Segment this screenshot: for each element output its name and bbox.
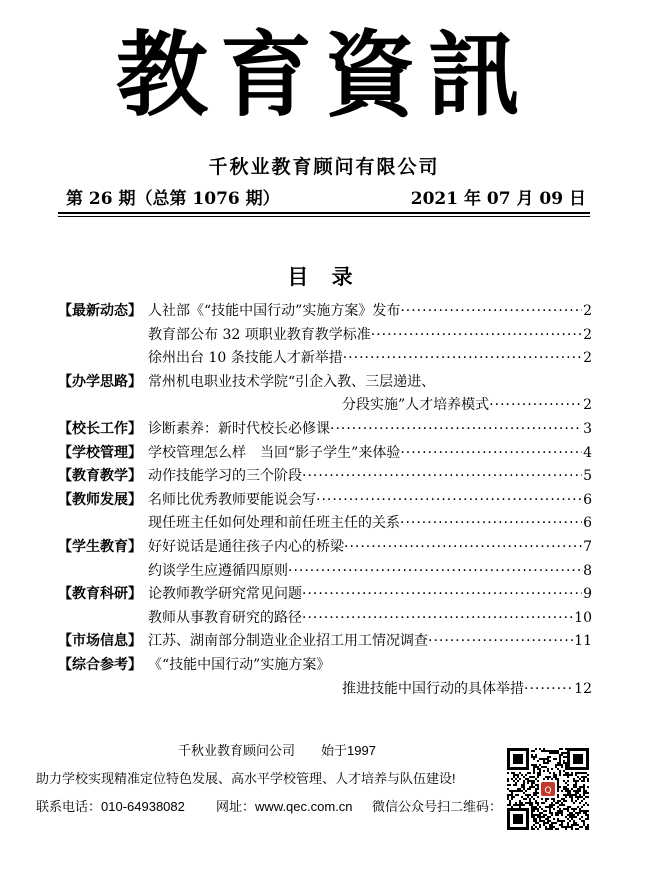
toc-entry-title: 分段实施”人才培养模式 — [342, 397, 490, 414]
toc-entry-title: 现任班主任如何处理和前任班主任的关系 — [148, 515, 400, 532]
svg-text:Q: Q — [544, 786, 552, 796]
table-of-contents — [58, 300, 592, 701]
toc-leader-dots — [302, 465, 582, 489]
toc-leader-dots — [524, 678, 573, 702]
toc-leader-dots — [428, 630, 573, 654]
toc-row — [58, 512, 592, 536]
toc-page-number: 2 — [583, 397, 592, 414]
toc-row — [58, 371, 592, 395]
toc-entry[interactable] — [148, 300, 592, 324]
footer-phone: 联系电话：010-64938082 — [36, 799, 185, 814]
issue-number: 第 26 期（总第 1076 期） — [66, 189, 280, 209]
toc-entry-title: 诊断素养：新时代校长必修课 — [148, 420, 330, 437]
toc-row — [58, 442, 592, 466]
toc-entry-title: 好好说话是通往孩子内心的桥梁 — [148, 538, 344, 555]
toc-entry[interactable] — [148, 560, 592, 584]
toc-title: 目 录 — [287, 264, 361, 289]
toc-page-number: 2 — [583, 326, 592, 343]
toc-page-number: 10 — [574, 609, 592, 626]
toc-row — [58, 560, 592, 584]
footer-wechat: 微信公众号扫二维码： — [372, 799, 503, 814]
toc-row — [58, 347, 592, 371]
toc-leader-dots — [400, 512, 582, 536]
toc-category: 【学生教育】 — [58, 538, 142, 555]
toc-entry-title: 名师比优秀教师要能说会写 — [148, 491, 316, 508]
toc-entry-title: 徐州出台 10 条技能人才新举措 — [148, 350, 343, 367]
toc-leader-dots — [343, 347, 582, 371]
toc-entry[interactable] — [148, 465, 592, 489]
toc-page-number: 7 — [583, 538, 592, 555]
toc-page-number: 4 — [583, 444, 592, 461]
toc-page-number: 9 — [583, 586, 592, 603]
toc-leader-dots — [330, 418, 582, 442]
toc-entry-title: 论教师教学研究常见问题 — [148, 586, 302, 603]
toc-entry[interactable] — [342, 394, 592, 418]
toc-page-number: 12 — [574, 680, 592, 697]
toc-page-number: 8 — [583, 562, 592, 579]
toc-row — [58, 465, 592, 489]
toc-entry-title: 动作技能学习的三个阶段 — [148, 468, 302, 485]
toc-leader-dots — [400, 442, 582, 466]
toc-row — [58, 536, 592, 560]
toc-entry[interactable] — [148, 583, 592, 607]
toc-page-number: 2 — [583, 303, 592, 319]
header-rule-thin — [58, 216, 590, 217]
toc-category: 【校长工作】 — [58, 420, 142, 437]
toc-entry[interactable] — [148, 418, 592, 442]
toc-leader-dots — [371, 324, 582, 348]
toc-entry[interactable] — [342, 678, 592, 702]
toc-leader-dots — [302, 607, 573, 631]
toc-entry[interactable] — [148, 442, 592, 466]
toc-leader-dots — [288, 560, 582, 584]
toc-entry-title: 学校管理怎么样 当回“影子学生”来体验 — [148, 444, 401, 461]
toc-page-number: 6 — [583, 515, 592, 532]
toc-entry[interactable] — [148, 654, 592, 678]
toc-row — [58, 607, 592, 631]
toc-row — [58, 418, 592, 442]
toc-row — [58, 678, 592, 702]
toc-entry-title: 人社部《“技能中国行动”实施方案》发布 — [148, 303, 401, 319]
toc-category: 【教师发展】 — [58, 491, 142, 508]
toc-entry-title: 教育部公布 32 项职业教育教学标准 — [148, 326, 371, 343]
toc-entry[interactable] — [148, 324, 592, 348]
toc-category: 【综合参考】 — [58, 656, 142, 673]
toc-entry[interactable] — [148, 347, 592, 371]
toc-category: 【学校管理】 — [58, 444, 142, 461]
toc-leader-dots — [316, 489, 582, 513]
toc-leader-dots — [344, 536, 582, 560]
footer-company: 千秋业教育顾问公司 始于1997 — [178, 743, 376, 758]
issue-date: 2021 年 07 月 09 日 — [410, 189, 586, 209]
toc-entry[interactable] — [148, 607, 592, 631]
footer-slogan: 助力学校实现精准定位特色发展、高水平学校管理、人才培养与队伍建设! — [36, 771, 456, 786]
toc-entry[interactable] — [148, 536, 592, 560]
toc-row — [58, 324, 592, 348]
toc-leader-dots — [302, 583, 582, 607]
toc-entry-title: 江苏、湖南部分制造业企业招工用工情况调查 — [148, 633, 428, 650]
toc-entry-title: 约谈学生应遵循四原则 — [148, 562, 288, 579]
toc-page-number: 5 — [583, 468, 592, 485]
toc-leader-dots — [489, 394, 582, 418]
toc-page-number: 2 — [583, 350, 592, 367]
toc-row — [58, 394, 592, 418]
qr-code-icon[interactable] — [507, 748, 589, 830]
toc-category: 【教育教学】 — [58, 468, 142, 485]
toc-entry[interactable] — [148, 512, 592, 536]
toc-entry[interactable] — [148, 371, 592, 395]
toc-category: 【最新动态】 — [58, 303, 142, 319]
company-name: 千秋业教育顾问有限公司 — [208, 156, 440, 178]
toc-row — [58, 583, 592, 607]
toc-entry-title: 推进技能中国行动的具体举措 — [342, 680, 524, 697]
toc-page-number: 11 — [574, 633, 592, 650]
toc-category: 【市场信息】 — [58, 633, 142, 650]
toc-row — [58, 300, 592, 324]
masthead-title: 教育資訊 — [115, 21, 532, 129]
toc-entry-title: 教师从事教育研究的路径 — [148, 609, 302, 626]
toc-category: 【办学思路】 — [58, 373, 142, 390]
toc-page-number: 6 — [583, 491, 592, 508]
footer-website: 网址：www.qec.com.cn — [216, 799, 353, 814]
toc-row — [58, 654, 592, 678]
toc-row — [58, 489, 592, 513]
toc-entry-title: 常州机电职业技术学院“引企入教、三层递进、 — [148, 373, 436, 390]
toc-page-number: 3 — [583, 420, 592, 437]
header-rule-thick — [58, 212, 590, 214]
toc-entry[interactable] — [148, 489, 592, 513]
toc-leader-dots — [400, 300, 582, 324]
toc-category: 【教育科研】 — [58, 586, 142, 603]
toc-entry[interactable] — [148, 630, 592, 654]
toc-entry-title: 《“技能中国行动”实施方案》 — [148, 656, 331, 673]
toc-row — [58, 630, 592, 654]
